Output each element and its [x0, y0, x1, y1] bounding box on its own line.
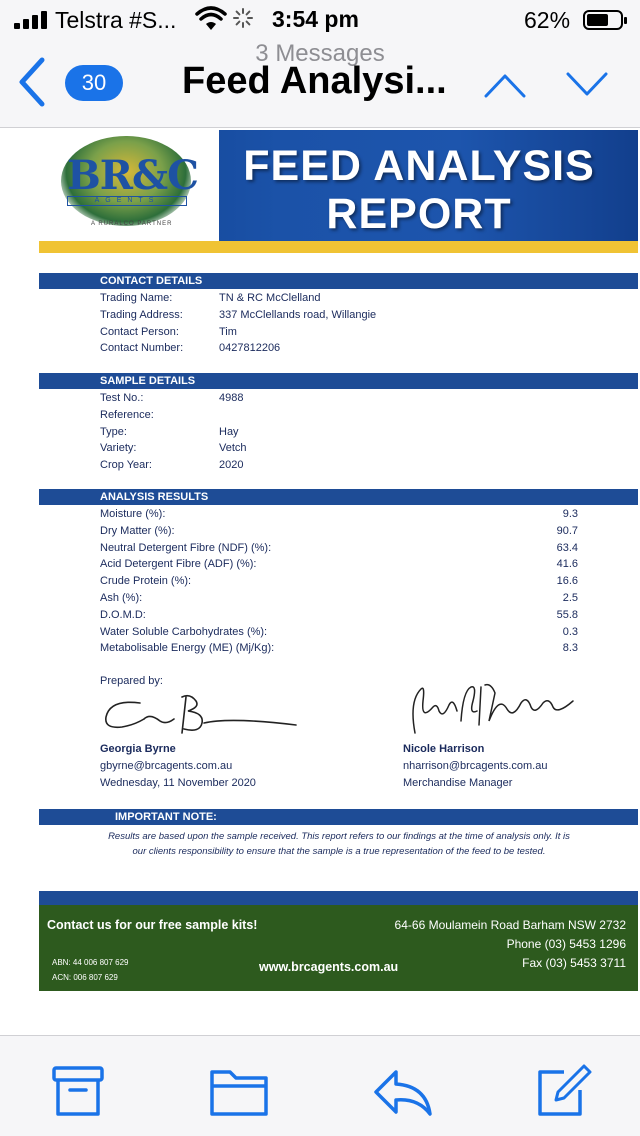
sample-detail-label: Crop Year:: [100, 459, 152, 472]
sample-detail-row: [100, 440, 578, 456]
analysis-result-value: 8.3: [562, 642, 578, 655]
analysis-result-value: 55.8: [556, 608, 578, 621]
sample-detail-row: [100, 407, 578, 423]
analysis-result-label: Ash (%):: [100, 592, 143, 604]
nicole-harrison-signature: [403, 681, 578, 741]
analysis-result-row: [100, 573, 578, 589]
sample-detail-label: Type:: [100, 425, 127, 438]
signatory2-role: Merchandise Manager: [403, 777, 513, 789]
signal-icon: [14, 11, 48, 29]
contact-detail-label: Contact Person:: [100, 325, 179, 338]
signatory1-name: Georgia Byrne: [100, 743, 176, 755]
report-title: FEED ANALYSIS REPORT: [243, 142, 595, 238]
report-footer: [39, 905, 638, 991]
footer-phone[interactable]: Phone (03) 5453 1296: [506, 937, 626, 951]
footer-address: 64-66 Moulamein Road Barham NSW 2732: [394, 918, 626, 932]
sample-detail-row: [100, 457, 578, 473]
analysis-result-value: 16.6: [556, 575, 578, 588]
page-title: Feed Analysi...: [182, 60, 447, 102]
report-document: [0, 129, 640, 1035]
signatory2-name: Nicole Harrison: [403, 743, 485, 755]
analysis-result-label: Acid Detergent Fibre (ADF) (%):: [100, 558, 257, 571]
clock: 3:54 pm: [272, 6, 359, 32]
signatory1-email[interactable]: gbyrne@brcagents.com.au: [100, 760, 233, 772]
activity-spinner-icon: [232, 7, 254, 29]
sample-detail-value: Hay: [219, 425, 239, 438]
analysis-result-row: [100, 607, 578, 623]
important-note-text: Results are based upon the sample received. This report refers to our findings at the time of analysis only. It is our clients responsibility to ensure that the sample is a true representation of the feed to be tested.: [108, 831, 570, 857]
contact-detail-label: Trading Address:: [100, 308, 183, 321]
analysis-result-label: Moisture (%):: [100, 508, 166, 520]
sample-detail-row: [100, 424, 578, 440]
sample-detail-row: [100, 390, 578, 406]
contact-detail-row: [100, 290, 578, 306]
contact-detail-row: [100, 307, 578, 323]
contact-detail-row: [100, 324, 578, 340]
contact-detail-value: Tim: [219, 325, 237, 338]
analysis-result-row: [100, 624, 578, 640]
contact-detail-value: TN & RC McClelland: [219, 292, 321, 304]
analysis-result-row: [100, 556, 578, 572]
analysis-result-value: 9.3: [562, 508, 578, 520]
footer-contact-text: Contact us for our free sample kits!: [47, 918, 258, 932]
sample-detail-label: Variety:: [100, 442, 137, 455]
analysis-result-label: Crude Protein (%):: [100, 575, 192, 588]
contact-detail-row: [100, 340, 578, 356]
carrier-name: Telstra #S...: [55, 7, 177, 33]
analysis-result-value: 90.7: [556, 524, 578, 537]
battery-percent: 62%: [524, 7, 571, 33]
message-nav-bar: [0, 40, 640, 128]
contact-detail-label: Contact Number:: [100, 342, 184, 355]
prepared-by-label: Prepared by:: [100, 675, 163, 687]
analysis-result-row: [100, 590, 578, 606]
signatory2-email[interactable]: nharrison@brcagents.com.au: [403, 760, 548, 772]
analysis-result-label: Metabolisable Energy (ME) (Mj/Kg):: [100, 642, 275, 655]
next-message-chevron-down-icon[interactable]: [564, 68, 610, 102]
contact-detail-value: 337 McClellands road, Willangie: [219, 308, 377, 321]
contact-details-heading: CONTACT DETAILS: [39, 273, 638, 289]
georgia-byrne-signature: [100, 689, 300, 741]
compose-icon[interactable]: [534, 1064, 594, 1120]
analysis-result-label: D.O.M.D:: [100, 608, 146, 621]
brc-logo: BR&C AGENTS A RURALCO PARTNER: [39, 130, 219, 241]
back-chevron-icon[interactable]: [14, 56, 50, 108]
analysis-result-label: Water Soluble Carbohydrates (%):: [100, 625, 268, 638]
mailbox-count-badge[interactable]: 30: [65, 65, 123, 101]
analysis-result-row: [100, 506, 578, 522]
footer-website-link[interactable]: www.brcagents.com.au: [259, 960, 399, 974]
status-bar: [0, 0, 640, 40]
analysis-result-value: 2.5: [562, 592, 578, 604]
previous-message-chevron-up-icon[interactable]: [482, 68, 528, 102]
analysis-result-value: 41.6: [556, 558, 578, 571]
sample-detail-value: 4988: [219, 392, 244, 404]
analysis-result-row: [100, 523, 578, 539]
analysis-result-row: [100, 640, 578, 656]
footer-abn: ABN: 44 006 807 629: [52, 958, 129, 967]
report-header: [39, 130, 638, 253]
mail-toolbar: [0, 1035, 640, 1136]
sample-detail-label: Test No.:: [100, 392, 144, 404]
analysis-result-value: 63.4: [556, 541, 578, 554]
sample-details-heading: SAMPLE DETAILS: [39, 373, 638, 389]
important-note-heading: IMPORTANT NOTE:: [39, 809, 638, 825]
folder-icon[interactable]: [208, 1064, 270, 1120]
footer-acn: ACN: 006 807 629: [52, 973, 118, 982]
analysis-result-row: [100, 540, 578, 556]
message-count-subtitle: 3 Messages: [255, 40, 385, 67]
contact-detail-label: Trading Name:: [100, 292, 173, 304]
sample-detail-label: Reference:: [100, 408, 154, 421]
analysis-result-label: Dry Matter (%):: [100, 524, 175, 537]
analysis-result-value: 0.3: [562, 625, 578, 638]
sample-detail-value: 2020: [219, 459, 244, 472]
contact-detail-value: 0427812206: [219, 342, 281, 355]
battery-icon: [583, 10, 623, 30]
analysis-results-heading: ANALYSIS RESULTS: [39, 489, 638, 505]
analysis-result-label: Neutral Detergent Fibre (NDF) (%):: [100, 541, 272, 554]
sample-detail-value: Vetch: [219, 442, 247, 455]
report-date: Wednesday, 11 November 2020: [100, 777, 256, 789]
wifi-icon: [195, 6, 227, 32]
archive-icon[interactable]: [50, 1064, 106, 1120]
footer-fax: Fax (03) 5453 3711: [522, 956, 626, 970]
reply-icon[interactable]: [372, 1064, 434, 1120]
